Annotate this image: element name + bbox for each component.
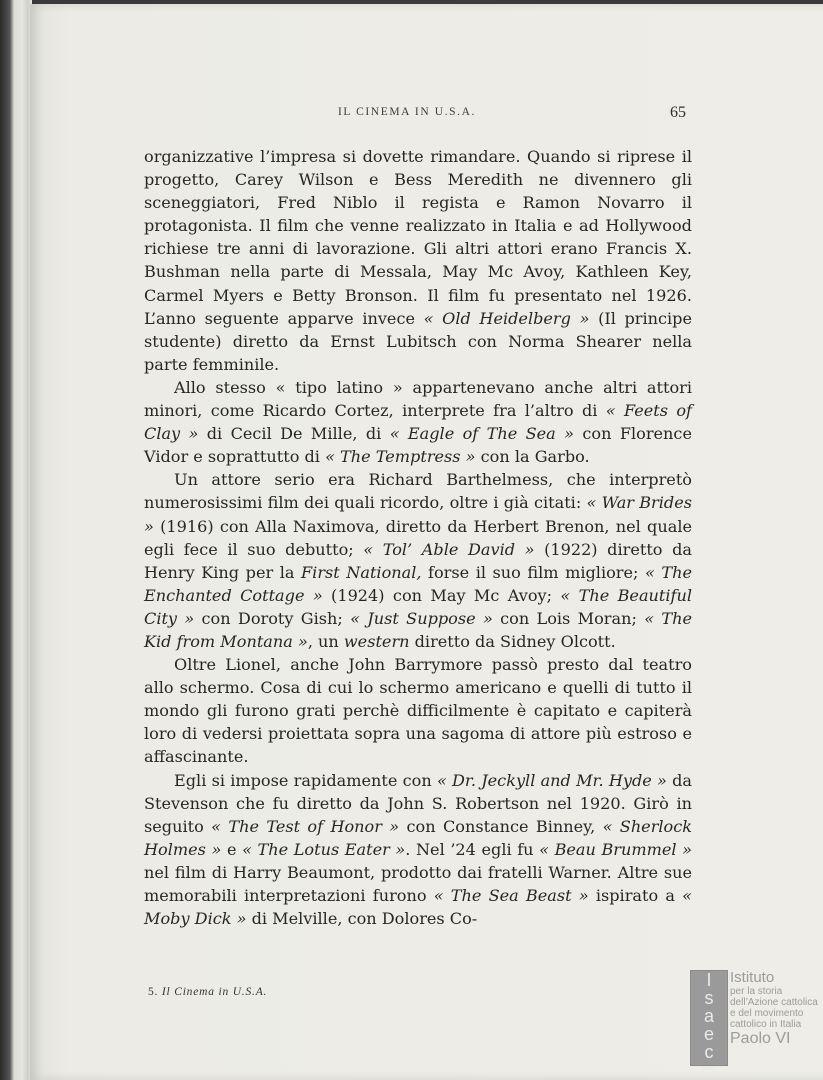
- text-run: Un attore serio era Richard Barthelmess, che interpretò numerosissimi film dei quali ricordo, oltre i già citati:: [144, 470, 692, 513]
- text-run: con Doroty Gish;: [194, 608, 351, 628]
- watermark-line: per la storia: [730, 986, 783, 997]
- running-head: IL CINEMA IN U.S.A.: [338, 106, 476, 118]
- paragraph: [144, 145, 692, 376]
- italic-title: First National,: [301, 562, 422, 582]
- italic-title: « The Test of Honor »: [211, 816, 400, 836]
- italic-title: « The Temptress »: [325, 447, 476, 467]
- italic-title: « Just Suppose »: [350, 608, 493, 628]
- logo-letter: e: [703, 1024, 714, 1044]
- logo-letter: I: [706, 970, 712, 990]
- italic-title: « The Lotus Eater »: [242, 839, 406, 859]
- italic-title: « Dr. Jeckyll and Mr. Hyde »: [436, 770, 667, 790]
- isacem-logo-mark: [690, 970, 728, 1080]
- paragraph: [144, 376, 692, 468]
- text-run: da Stevenson che fu diretto da John S. Robertson nel 1920. Girò in seguito: [144, 770, 692, 836]
- archive-watermark: [690, 969, 818, 1080]
- watermark-line-1: Istituto: [730, 969, 775, 986]
- text-run: e: [221, 839, 243, 859]
- watermark-line: cattolico in Italia: [730, 1019, 802, 1030]
- text-run: . Nel ’24 egli fu: [405, 839, 540, 859]
- text-run: (1916) con Alla Naximova, diretto da Herbert Brenon, nel quale egli fece il suo debutto;: [144, 516, 692, 559]
- logo-letter: s: [704, 988, 714, 1008]
- watermark-line-last: Paolo VI: [730, 1030, 791, 1047]
- text-run: con la Garbo.: [475, 447, 590, 467]
- logo-letter: a: [703, 1006, 714, 1026]
- text-run: (1922) diretto da Henry King per la: [144, 539, 692, 582]
- footer-number: 5.: [148, 986, 159, 998]
- text-run: con Lois Moran;: [492, 608, 645, 628]
- italic-title: western: [343, 631, 410, 651]
- text-run: , un: [307, 631, 344, 651]
- footer-title: Il Cinema in U.S.A.: [161, 986, 268, 998]
- italic-title: « Eagle of The Sea »: [389, 424, 575, 444]
- text-run: di Cecil De Mille, di: [198, 424, 390, 444]
- page-number: 65: [670, 104, 686, 121]
- text-run: organizzative l’impresa si dovette rimandare. Quando si riprese il progetto, Carey Wilson e Bess Meredith ne divennero gli sceneggiatori, Fred Niblo il regista e Ramon Novarro il protagonista. Il film che venne realizzato in Italia e ad Hollywood richiese tre anni di lavorazione. Gli altri attori erano Francis X. Bushman nella parte di Messala, May Mc Avoy, Kathleen Key, Carmel Myers e Betty Bronson. Il film fu presentato nel 1926. L’anno seguente apparve invece: [144, 147, 692, 328]
- text-run: nel film di Harry Beaumont, prodotto dai fratelli Warner. Altre sue memorabili interpretazioni furono: [144, 862, 692, 905]
- italic-title: « War Brides »: [144, 493, 692, 536]
- paragraph: [144, 769, 692, 931]
- italic-title: « Beau Brummel »: [539, 839, 692, 859]
- text-run: Oltre Lionel, anche John Barrymore passò presto dal teatro allo schermo. Cosa di cui lo schermo americano e quelli di tutto il mondo gli furono grati perchè difficilmente è capitato e capiterà loro di vedersi proiettata sopra una sagoma di attore più estroso e affascinante.: [144, 655, 692, 767]
- italic-title: « Moby Dick »: [144, 886, 692, 929]
- text-run: ispirato a: [588, 886, 683, 905]
- footer-signature: [148, 986, 267, 998]
- italic-title: « The Kid from Montana »: [144, 608, 692, 651]
- italic-title: « Feets of Clay »: [144, 401, 692, 444]
- scan-left-margin: [0, 0, 32, 1080]
- watermark-text: [730, 970, 818, 1048]
- text-run: Allo stesso « tipo latino » appartenevano anche altri attori minori, come Ricardo Cortez, interprete fra l’altro di: [144, 377, 692, 421]
- italic-title: « The Beautiful City »: [144, 585, 692, 628]
- italic-title: « The Sea Beast »: [433, 886, 589, 905]
- logo-letter: m: [701, 1060, 717, 1080]
- watermark-line: dell’Azione cattolica: [730, 997, 818, 1008]
- text-run: con Constance Binney,: [399, 816, 603, 836]
- text-run: (Il principe studente) diretto da Ernst Lubitsch con Norma Shearer nella parte femminile.: [144, 308, 692, 374]
- text-run: (1924) con May Mc Avoy;: [322, 585, 561, 605]
- text-run: diretto da Sidney Olcott.: [409, 631, 616, 651]
- watermark-line: e del movimento: [730, 1008, 804, 1019]
- italic-title: « Old Heidelberg »: [423, 308, 590, 328]
- text-run: forse il suo film migliore;: [421, 562, 645, 582]
- italic-title: « Tol’ Able David »: [363, 539, 535, 559]
- text-run: con Florence Vidor e soprattutto di: [144, 424, 692, 467]
- text-run: di Melville, con Dolores Co-: [246, 909, 478, 929]
- paragraph: [144, 653, 692, 768]
- body-text: [144, 145, 692, 930]
- logo-letter: c: [704, 1042, 714, 1062]
- italic-title: « Sherlock Holmes »: [144, 816, 693, 859]
- italic-title: « The Enchanted Cottage »: [144, 562, 692, 605]
- text-run: Egli si impose rapidamente con: [174, 770, 437, 790]
- paragraph: [144, 468, 692, 653]
